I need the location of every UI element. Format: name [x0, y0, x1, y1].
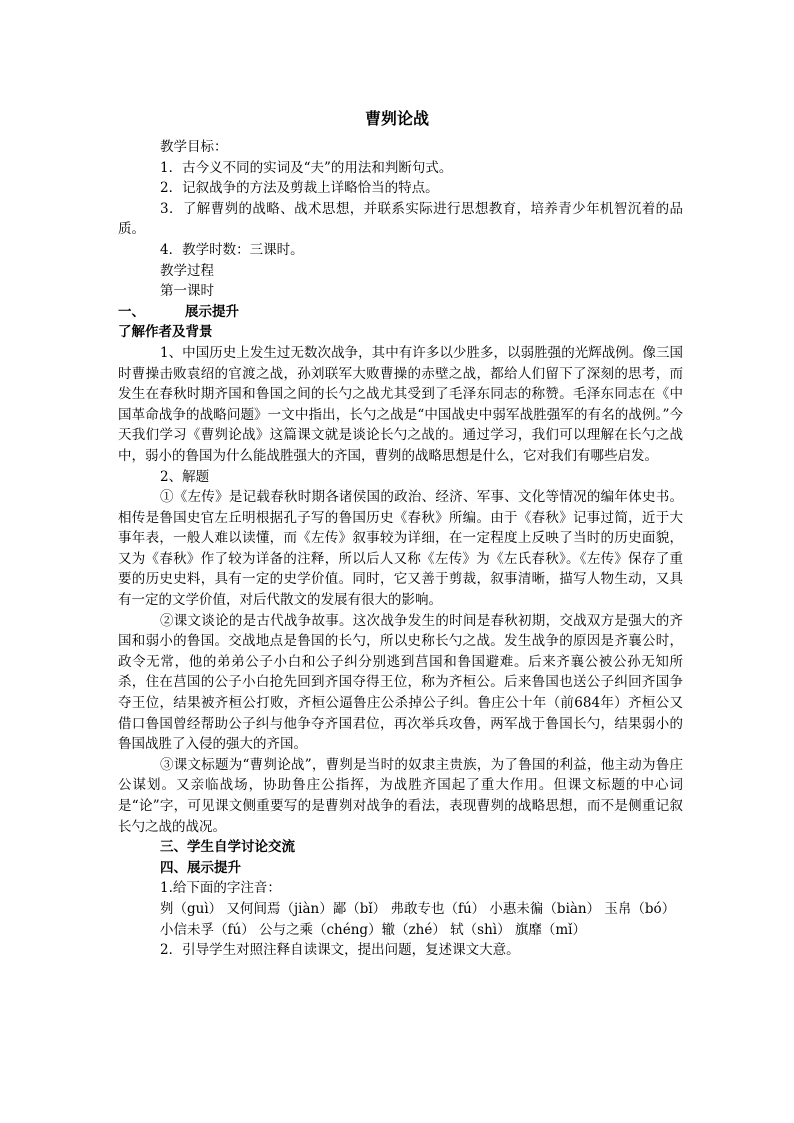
zuozhuan-paragraph: ①《左传》是记载春秋时期各诸侯国的政治、经济、军事、文化等情况的编年体史书。相传是鲁国史官左丘明根据孔子写的鲁国历史《春秋》所编。由于《春秋》记事过简，近于大事年表，一般人难以读懂，而《左传》叙事较为详细，在一定程度上反映了当时的历史面貌，又为《春秋》作了较为详备的注释，所以后人又称《左传》为《左氏春秋》。《左传》保存了重要的历史史料，具有一定的史学价值。同时，它又善于剪裁，叙事清晰，描写人物生动，又具有一定的文学价值，对后代散文的发展有很大的影响。	[118, 489, 683, 609]
page-title: 曹刿论战	[364, 109, 429, 128]
objective-item-4: 4．教学时数：三课时。	[160, 241, 304, 258]
reading-task: 2．引导学生对照注释自读课文，提出问题，复述课文大意。	[160, 942, 520, 959]
section-1-number: 一、	[118, 303, 145, 320]
war-story-paragraph: ②课文谈论的是古代战争故事。这次战争发生的时间是春秋初期，交战双方是强大的齐国和弱小的鲁国。交战地点是鲁国的长勺，所以史称长勺之战。发生战争的原因是齐襄公时，政令无常，他的弟弟公子小白和公子纠分别逃到莒国和鲁国避难。后来齐襄公被公孙无知所杀，住在莒国的公子小白抢先回到齐国夺得王位，称为齐桓公。后来鲁国也送公子纠回齐国争夺王位，结果被齐桓公打败，齐桓公逼鲁庄公杀掉公子纠。鲁庄公十年（前684年）齐桓公又借口鲁国曾经帮助公子纠与他争夺齐国君位，再次举兵攻鲁，两军战于鲁国长勺，结果弱小的鲁国战胜了入侵的强大的齐国。	[118, 612, 683, 753]
pronunciation-task: 1.给下面的字注音：	[160, 880, 281, 897]
lesson-label: 第一课时	[160, 283, 214, 300]
section-1-subtitle: 了解作者及背景	[118, 324, 213, 341]
process-label: 教学过程	[160, 262, 214, 279]
pronunciation-line-1: 刿（guì） 又何间焉（jiàn）鄙（bǐ） 弗敢专也（fú） 小惠未徧（biàn） 玉帛（bó）	[160, 900, 676, 917]
objective-item-2: 2．记叙战争的方法及剪裁上详略恰当的特点。	[160, 180, 439, 197]
section-4-heading: 四、展示提升	[160, 859, 241, 876]
section-1-heading	[118, 302, 683, 323]
objective-item-3: 3．了解曹刿的战略、战术思想，并联系实际进行思想教育，培养青少年机智沉着的品质。	[118, 200, 683, 238]
document-body	[118, 137, 683, 961]
objectives-label: 教学目标：	[160, 139, 228, 155]
background-paragraph: 1、中国历史上发生过无数次战争，其中有许多以少胜多，以弱胜强的光辉战例。像三国时曹操击败袁绍的官渡之战，孙刘联军大败曹操的赤壁之战，都给人们留下了深刻的思考，而发生在春秋时期齐国和鲁国之间的长勺之战尤其受到了毛泽东同志的称赞。毛泽东同志在《中国革命战争的战略问题》一文中指出，长勺之战是“中国战史中弱军战胜强军的有名的战例。”今天我们学习《曹刿论战》这篇课文就是谈论长勺之战的。通过学习，我们可以理解在长勺之战中，弱小的鲁国为什么能战胜强大的齐国，曹刿的战略思想是什么，它对我们有哪些启发。	[118, 344, 683, 464]
section-1-title: 展示提升	[185, 303, 239, 320]
title-meaning-paragraph: ③课文标题为“曹刿论战”，曹刿是当时的奴隶主贵族，为了鲁国的利益，他主动为鲁庄公谋划。又亲临战场，协助鲁庄公指挥，为战胜齐国起了重大作用。但课文标题的中心词是“论”字，可见课文侧重要写的是曹刿对战争的看法，表现曹刿的战略思想，而不是侧重记叙长勺之战的战况。	[118, 756, 683, 835]
pronunciation-line-2: 小信未孚（fú） 公与之乘（chéng）辙（zhé） 轼（shì） 旗靡（mǐ）	[160, 921, 587, 938]
title-explanation-heading: 2、解题	[160, 468, 210, 485]
objective-item-1: 1．古今义不同的实词及“夫”的用法和判断句式。	[160, 159, 453, 176]
section-3-heading: 三、学生自学讨论交流	[160, 839, 295, 856]
